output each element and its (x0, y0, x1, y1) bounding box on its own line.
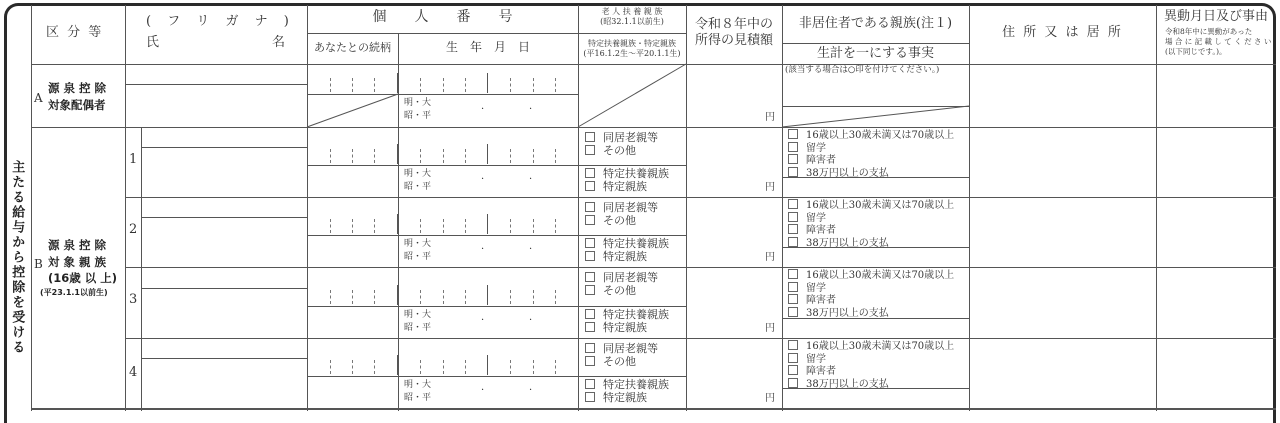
change-reason-input[interactable] (1157, 268, 1275, 337)
row-number: 3 (129, 292, 138, 307)
checkbox-icon (585, 272, 595, 282)
checkbox-study-abroad[interactable]: 留学 (788, 282, 954, 295)
header-personal-number: 個 人 番 号 (372, 9, 513, 25)
checkbox-elderly-other[interactable]: その他 (585, 145, 658, 158)
personal-number-input[interactable] (308, 339, 577, 375)
dependent-row (125, 267, 1276, 338)
section-a-letter: A (34, 91, 43, 105)
date-separator-dot: · (529, 385, 533, 396)
checkbox-icon (585, 238, 595, 248)
dependent-row (125, 338, 1276, 408)
checkbox-icon (788, 237, 798, 247)
header-livelihood: 生計を一にする事実 (816, 46, 934, 61)
checkbox-age-16-30-70[interactable]: 16歳以上30歳未満又は70歳以上 (788, 269, 954, 282)
checkbox-payment-380k[interactable]: 38万円以上の支払 (788, 167, 954, 180)
date-separator-dot: · (529, 244, 533, 255)
side-label: 主たる給与から控除を受ける (9, 160, 25, 355)
yen-label: 円 (765, 323, 775, 334)
change-reason-input[interactable] (1157, 128, 1275, 196)
checkbox-elderly-other[interactable]: その他 (585, 285, 658, 298)
checkbox-disabled[interactable]: 障害者 (788, 224, 954, 237)
checkbox-icon (585, 132, 595, 142)
checkbox-disabled[interactable]: 障害者 (788, 294, 954, 307)
name-input[interactable] (142, 148, 306, 196)
checkbox-specific-relative[interactable]: 特定親族 (585, 322, 669, 335)
checkbox-icon (788, 199, 798, 209)
date-separator-dot: · (529, 315, 533, 326)
relationship-input[interactable] (308, 166, 397, 196)
personal-number-input[interactable] (308, 198, 577, 234)
date-separator-dot: · (481, 104, 485, 115)
header-name-left: 氏 (146, 35, 160, 50)
yen-label: 円 (765, 182, 775, 193)
yen-label: 円 (765, 393, 775, 404)
header-change-note2: 場 合 に 記 載 し て く だ さ い (1165, 37, 1272, 46)
date-separator-dot: · (529, 174, 533, 185)
section-a-relationship (308, 95, 397, 126)
header-nonresident: 非居住者である親族(注１) (798, 16, 953, 31)
checkbox-icon (788, 129, 798, 139)
checkbox-icon (585, 392, 595, 402)
section-a-income-input[interactable] (687, 65, 781, 126)
section-a-era-2: 昭・平 (404, 111, 432, 121)
header-change-note3: (以下同じです。)。 (1165, 47, 1227, 56)
checkbox-disabled[interactable]: 障害者 (788, 154, 954, 167)
dependent-row (125, 197, 1276, 267)
row-number: 1 (129, 152, 138, 167)
name-input[interactable] (142, 289, 306, 337)
furigana-input[interactable] (142, 268, 306, 287)
checkbox-study-abroad[interactable]: 留学 (788, 142, 954, 155)
section-b-label-1: 源 泉 控 除 (48, 238, 107, 252)
checkbox-icon (788, 154, 798, 164)
date-separator-dot: · (529, 104, 533, 115)
section-b-label-4: (平23.1.1以前生) (40, 288, 108, 297)
header-name-right: 名 (272, 35, 286, 50)
address-input[interactable] (970, 128, 1156, 196)
checkbox-icon (585, 168, 595, 178)
checkbox-cohabiting-elderly[interactable]: 同居老親等 (585, 272, 658, 285)
header-furigana: ( フ リ ガ ナ ) (146, 14, 295, 29)
section-a-label-1: 源 泉 控 除 (48, 81, 107, 95)
address-input[interactable] (970, 339, 1156, 407)
section-a-note: (該当する場合は○印を付けてください。) (785, 65, 940, 75)
header-change-title: 異動月日及び事由 (1163, 9, 1268, 24)
header-address: 住 所 又 は 居 所 (1002, 25, 1123, 40)
checkbox-specific-dependent[interactable]: 特定扶養親族 (585, 168, 669, 181)
section-a-label-2: 対象配偶者 (48, 98, 106, 112)
personal-number-input[interactable] (308, 268, 577, 305)
checkbox-specific-dependent[interactable]: 特定扶養親族 (585, 379, 669, 392)
section-a-era-1: 明・大 (404, 98, 432, 108)
date-separator-dot: · (481, 385, 485, 396)
checkbox-icon (585, 343, 595, 353)
era-label-2: 昭・平 (404, 182, 432, 192)
header-income-line1: 令和８年中の (694, 17, 773, 32)
row-number: 4 (129, 365, 138, 380)
checkbox-icon (788, 294, 798, 304)
checkbox-icon (788, 224, 798, 234)
checkbox-icon (788, 167, 798, 177)
checkbox-icon (585, 215, 595, 225)
section-b-label-3: (16歳 以 上) (48, 271, 118, 285)
header-elderly-sub: (昭32.1.1以前生) (600, 17, 664, 26)
header-income-line2: 所得の見積額 (694, 33, 773, 48)
section-a-personal-number-input[interactable] (308, 65, 577, 93)
header-specific-title: 特定扶養親族・特定親族 (588, 39, 676, 48)
row-number: 2 (129, 222, 138, 237)
checkbox-cohabiting-elderly[interactable]: 同居老親等 (585, 132, 658, 145)
checkbox-elderly-other[interactable]: その他 (585, 215, 658, 228)
header-specific-sub: (平16.1.2生～平20.1.1生) (583, 49, 681, 58)
change-reason-input[interactable] (1157, 339, 1275, 407)
checkbox-elderly-other[interactable]: その他 (585, 356, 658, 369)
section-b-label-2: 対 象 親 族 (48, 255, 107, 269)
header-relationship: あなたとの続柄 (314, 41, 391, 54)
date-separator-dot: · (481, 244, 485, 255)
checkbox-icon (788, 307, 798, 317)
checkbox-age-16-30-70[interactable]: 16歳以上30歳未満又は70歳以上 (788, 199, 954, 212)
relationship-input[interactable] (308, 377, 397, 407)
personal-number-input[interactable] (308, 128, 577, 164)
checkbox-icon (585, 322, 595, 332)
checkbox-specific-dependent[interactable]: 特定扶養親族 (585, 238, 669, 251)
checkbox-age-16-30-70[interactable]: 16歳以上30歳未満又は70歳以上 (788, 129, 954, 142)
address-input[interactable] (970, 268, 1156, 337)
date-separator-dot: · (481, 315, 485, 326)
checkbox-icon (788, 353, 798, 363)
checkbox-disabled[interactable]: 障害者 (788, 365, 954, 378)
checkbox-icon (585, 356, 595, 366)
era-label-2: 昭・平 (404, 393, 432, 403)
checkbox-specific-relative[interactable]: 特定親族 (585, 392, 669, 405)
section-a-furigana-input[interactable] (126, 65, 306, 83)
furigana-input[interactable] (142, 339, 306, 357)
change-reason-input[interactable] (1157, 198, 1275, 266)
checkbox-icon (585, 202, 595, 212)
checkbox-study-abroad[interactable]: 留学 (788, 353, 954, 366)
header-elderly-title: 老 人 扶 養 親 族 (601, 7, 663, 16)
furigana-input[interactable] (142, 198, 306, 216)
checkbox-icon (788, 269, 798, 279)
checkbox-icon (585, 251, 595, 261)
checkbox-age-16-30-70[interactable]: 16歳以上30歳未満又は70歳以上 (788, 340, 954, 353)
checkbox-icon (585, 285, 595, 295)
name-input[interactable] (142, 218, 306, 266)
checkbox-payment-380k[interactable]: 38万円以上の支払 (788, 237, 954, 250)
header-birthdate: 生 年 月 日 (445, 40, 530, 54)
relationship-input[interactable] (308, 307, 397, 337)
era-label-2: 昭・平 (404, 323, 432, 333)
checkbox-icon (788, 282, 798, 292)
checkbox-payment-380k[interactable]: 38万円以上の支払 (788, 307, 954, 320)
relationship-input[interactable] (308, 236, 397, 266)
date-separator-dot: · (481, 174, 485, 185)
checkbox-icon (585, 379, 595, 389)
header-category: 区 分 等 (46, 25, 104, 40)
dependent-row (125, 127, 1276, 197)
furigana-input[interactable] (142, 128, 306, 146)
name-input[interactable] (142, 359, 306, 407)
checkbox-icon (788, 340, 798, 350)
era-label-1: 明・大 (404, 310, 432, 320)
checkbox-icon (788, 142, 798, 152)
checkbox-icon (585, 309, 595, 319)
section-b-letter: B (34, 257, 43, 271)
address-input[interactable] (970, 198, 1156, 266)
section-a-change-input[interactable] (1157, 65, 1275, 126)
checkbox-icon (788, 212, 798, 222)
checkbox-specific-relative[interactable]: 特定親族 (585, 181, 669, 194)
checkbox-icon (585, 181, 595, 191)
section-a-name-input[interactable] (126, 85, 306, 126)
era-label-1: 明・大 (404, 169, 432, 179)
section-a-yen: 円 (765, 112, 775, 123)
era-label-1: 明・大 (404, 380, 432, 390)
checkbox-cohabiting-elderly[interactable]: 同居老親等 (585, 343, 658, 356)
checkbox-icon (585, 145, 595, 155)
checkbox-specific-dependent[interactable]: 特定扶養親族 (585, 309, 669, 322)
era-label-1: 明・大 (404, 239, 432, 249)
checkbox-specific-relative[interactable]: 特定親族 (585, 251, 669, 264)
section-a-address-input[interactable] (970, 65, 1155, 126)
header-change-note1: 令和8年中に異動があった (1165, 27, 1253, 36)
checkbox-study-abroad[interactable]: 留学 (788, 212, 954, 225)
era-label-2: 昭・平 (404, 252, 432, 262)
checkbox-payment-380k[interactable]: 38万円以上の支払 (788, 378, 954, 391)
yen-label: 円 (765, 252, 775, 263)
checkbox-icon (788, 378, 798, 388)
checkbox-icon (788, 365, 798, 375)
checkbox-cohabiting-elderly[interactable]: 同居老親等 (585, 202, 658, 215)
